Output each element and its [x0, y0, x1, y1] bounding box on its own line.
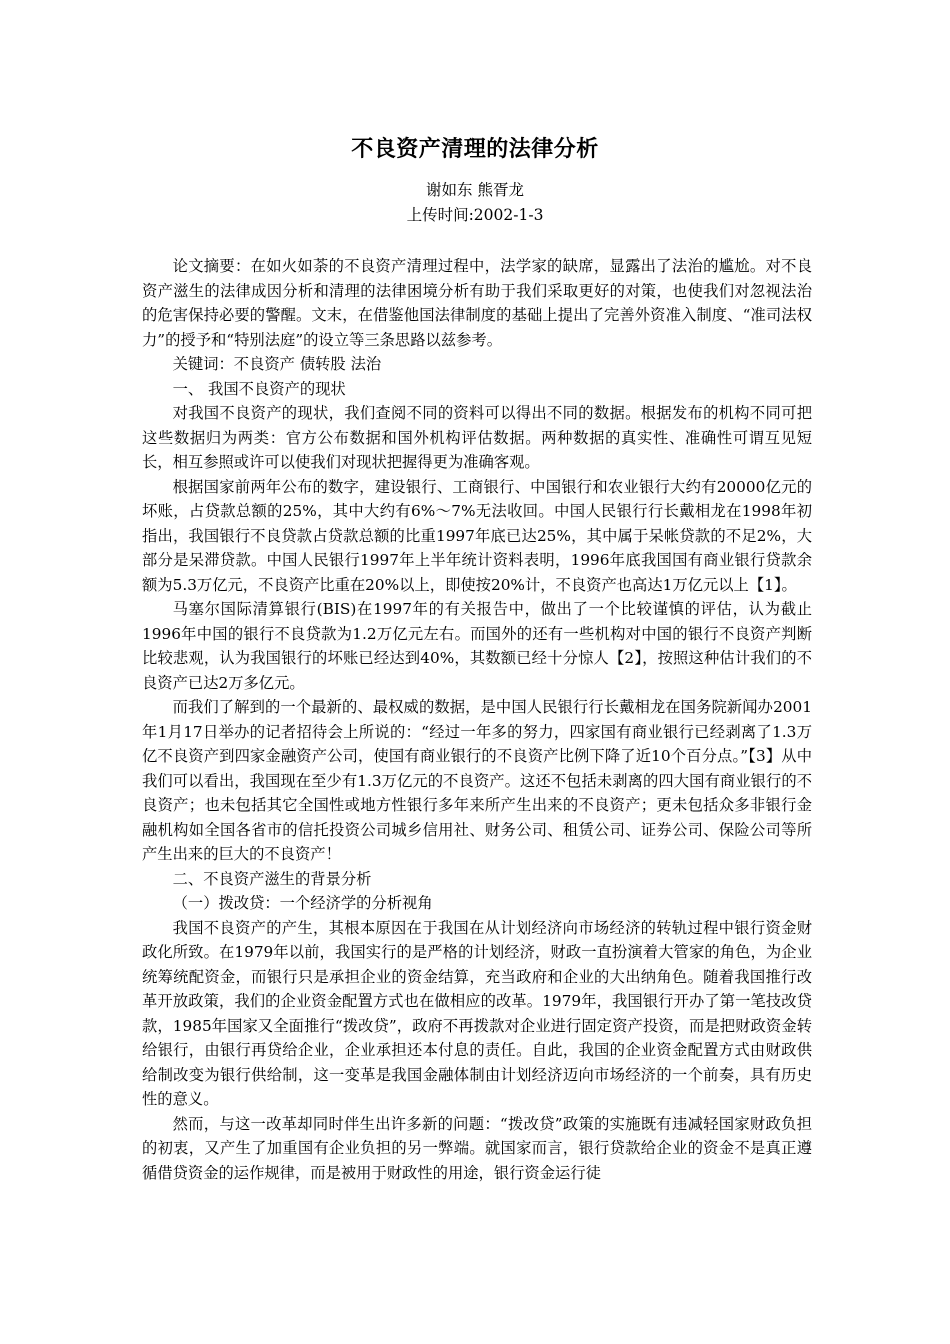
body-paragraph: 我国不良资产的产生，其根本原因在于我国在从计划经济向市场经济的转轨过程中银行资金财政化所致。在1979年以前，我国实行的是严格的计划经济，财政一直扮演着大管家的角色，为企业统筹统配资金，而银行只是承担企业的资金结算，充当政府和企业的大出纳角色。随着我国推行改革开放政策，我们的企业资金配置方式也在做相应的改革。1979年，我国银行开办了第一笔技改贷款，1985年国家又全面推行“拨改贷”，政府不再拨款对企业进行固定资产投资，而是把财政资金转给银行，由银行再贷给企业，企业承担还本付息的责任。自此，我国的企业资金配置方式由财政供给制改变为银行供给制，这一变革是我国金融体制由计划经济迈向市场经济的一个前奏，具有历史性的意义。	[142, 918, 812, 1108]
keywords-line: 关键词：不良资产 债转股 法治	[172, 355, 382, 373]
subsection-heading: （一）拨改贷：一个经济学的分析视角	[172, 894, 433, 912]
body-paragraph: 马塞尔国际清算银行(BIS)在1997年的有关报告中，做出了一个比较谨慎的评估，认为截止1996年中国的银行不良贷款为1.2万亿元左右。而国外的还有一些机构对中国的银行不良资产判断比较悲观，认为我国银行的坏账已经达到40%，其数额已经十分惊人【2】，按照这种估计我们的不良资产已达2万多亿元。	[142, 600, 812, 692]
upload-time: 上传时间:2002-1-3	[406, 206, 544, 224]
body-paragraph: 对我国不良资产的现状，我们查阅不同的资料可以得出不同的数据。根据发布的机构不同可把这些数据归为两类：官方公布数据和国外机构评估数据。两种数据的真实性、准确性可谓互见短长，相互参照或许可以使我们对现状把握得更为准确客观。	[142, 404, 812, 471]
abstract-paragraph: 论文摘要：在如火如荼的不良资产清理过程中，法学家的缺席，显露出了法治的尴尬。对不良资产滋生的法律成因分析和清理的法律困境分析有助于我们采取更好的对策，也使我们对忽视法治的危害保持必要的警醒。文末，在借鉴他国法律制度的基础上提出了完善外资准入制度、“准司法权力”的授予和“特别法庭”的设立等三条思路以兹参考。	[142, 257, 812, 349]
document-title: 不良资产清理的法律分析	[351, 136, 599, 162]
body-paragraph: 而我们了解到的一个最新的、最权威的数据，是中国人民银行行长戴相龙在国务院新闻办2001年1月17日举办的记者招待会上所说的：“经过一年多的努力，四家国有商业银行已经剥离了1.3万亿不良资产到四家金融资产公司，使国有商业银行的不良资产比例下降了近10个百分点。”【3】从中我们可以看出，我国现在至少有1.3万亿元的不良资产。这还不包括未剥离的四大国有商业银行的不良资产；也未包括其它全国性或地方性银行多年来所产生出来的不良资产；更未包括众多非银行金融机构如全国各省市的信托投资公司城乡信用社、财务公司、租赁公司、证券公司、保险公司等所产生出来的巨大的不良资产！	[142, 698, 812, 863]
section-heading: 一、 我国不良资产的现状	[172, 379, 346, 398]
body-paragraph: 然而，与这一改革却同时伴生出许多新的问题：“拨改贷”政策的实施既有违减轻国家财政负担的初衷，又产生了加重国有企业负担的另一弊端。就国家而言，银行贷款给企业的资金不是真正遵循借贷资金的运作规律，而是被用于财政性的用途，银行资金运行徒	[142, 1114, 812, 1182]
section-heading: 二、不良资产滋生的背景分析	[172, 869, 372, 888]
document-body	[142, 254, 812, 1185]
body-paragraph: 根据国家前两年公布的数字，建设银行、工商银行、中国银行和农业银行大约有20000亿元的坏账，占贷款总额的25%，其中大约有6%～7%无法收回。中国人民银行行长戴相龙在1998年初指出，我国银行不良贷款占贷款总额的比重1997年底已达25%，其中属于呆帐贷款的不足2%，大部分是呆滞贷款。中国人民银行1997年上半年统计资料表明，1996年底我国国有商业银行贷款余额为5.3万亿元，不良资产比重在20%以上，即使按20%计，不良资产也高达1万亿元以上【1】。	[142, 477, 812, 594]
authors: 谢如东 熊胥龙	[426, 181, 524, 199]
